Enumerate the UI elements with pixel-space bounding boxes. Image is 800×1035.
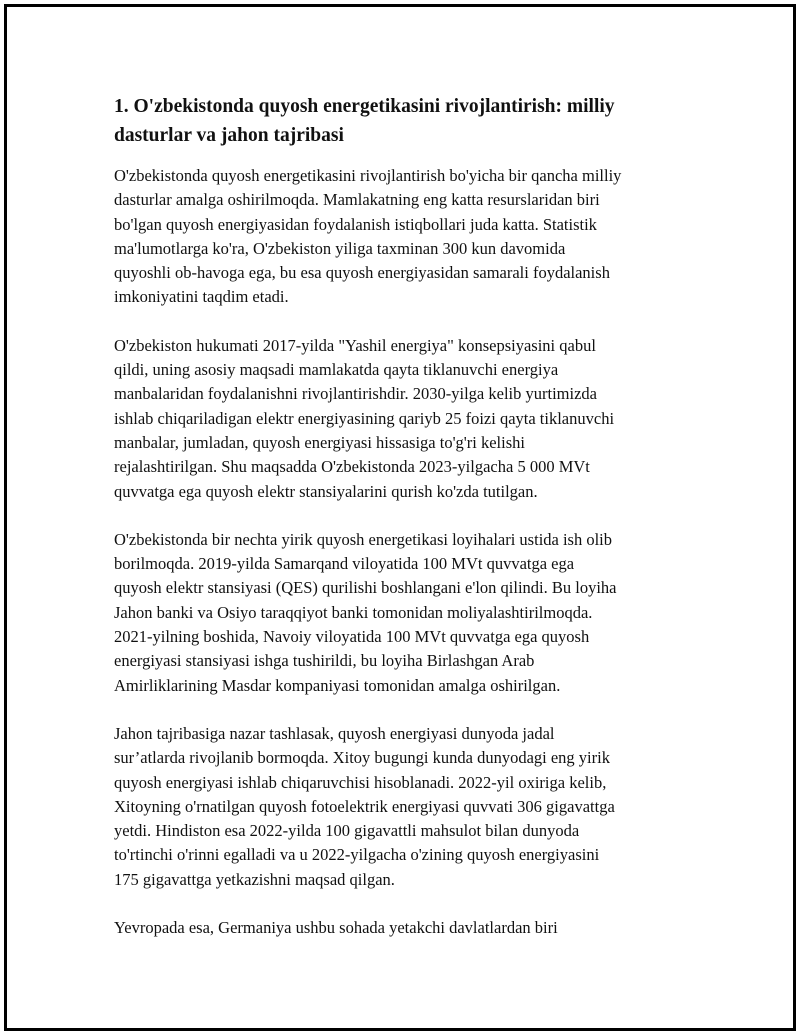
text-line: manbalaridan foydalanishni rivojlantirishdir. 2030-yilga kelib yurtimizda <box>114 384 597 404</box>
section-title <box>114 92 704 150</box>
paragraph-projects <box>114 528 704 698</box>
text-line: manbalar, jumladan, quyosh energiyasi hissasiga to'g'ri kelishi <box>114 432 525 452</box>
text-line: O'zbekistonda quyosh energetikasini rivojlantirish bo'yicha bir qancha milliy <box>114 166 622 185</box>
paragraph-national-programs <box>114 164 704 310</box>
document-body <box>114 92 704 964</box>
text-line: 2021-yilning boshida, Navoiy viloyatida 100 MVt quvvatga ega quyosh <box>114 627 590 647</box>
text-line: rejalashtirilgan. Shu maqsadda O'zbekistonda 2023-yilgacha 5 000 MVt <box>114 457 590 477</box>
text-line: to'rtinchi o'rinni egalladi va u 2022-yilgacha o'zining quyosh energiyasini <box>114 845 600 865</box>
title-line: dasturlar va jahon tajribasi <box>114 125 344 146</box>
text-line: ishlab chiqariladigan elektr energiyasining qariyb 25 foizi qayta tiklanuvchi <box>114 408 615 428</box>
text-line: quyoshli ob-havoga ega, bu esa quyosh energiyasidan samarali foydalanish <box>114 263 610 283</box>
text-line: ma'lumotlarga ko'ra, O'zbekiston yiliga taxminan 300 kun davomida <box>114 238 566 258</box>
title-line: 1. O'zbekistonda quyosh energetikasini rivojlantirish: milliy <box>114 96 615 117</box>
paragraph-green-energy <box>114 334 704 504</box>
text-line: Jahon tajribasiga nazar tashlasak, quyosh energiyasi dunyoda jadal <box>114 723 555 743</box>
text-line: bo'lgan quyosh energiyasidan foydalanish istiqbollari juda katta. Statistik <box>114 214 597 234</box>
text-line: O'zbekiston hukumati 2017-yilda "Yashil energiya" konsepsiyasini qabul <box>114 335 596 355</box>
text-line: sur’atlarda rivojlanib bormoqda. Xitoy bugungi kunda dunyodagi eng yirik <box>114 748 610 768</box>
text-line: borilmoqda. 2019-yilda Samarqand viloyatida 100 MVt quvvatga ega <box>114 554 575 574</box>
text-line: Xitoyning o'rnatilgan quyosh fotoelektrik energiyasi quvvati 306 gigavattga <box>114 796 615 816</box>
text-line: O'zbekistonda bir nechta yirik quyosh energetikasi loyihalari ustida ish olib <box>114 529 613 549</box>
text-line: Jahon banki va Osiyo taraqqiyot banki tomonidan moliyalashtirilmoqda. <box>114 602 593 622</box>
text-line: Yevropada esa, Germaniya ushbu sohada yetakchi davlatlardan biri <box>114 918 558 938</box>
text-line: dasturlar amalga oshirilmoqda. Mamlakatning eng katta resurslaridan biri <box>114 190 600 210</box>
text-line: yetdi. Hindiston esa 2022-yilda 100 gigavattli mahsulot bilan dunyoda <box>114 821 580 841</box>
text-line: imkoniyatini taqdim etadi. <box>114 287 289 307</box>
text-line: qildi, uning asosiy maqsadi mamlakatda qayta tiklanuvchi energiya <box>114 360 559 380</box>
text-line: quyosh elektr stansiyasi (QES) qurilishi boshlangani e'lon qilindi. Bu loyiha <box>114 578 617 598</box>
paragraph-world-experience <box>114 722 704 892</box>
text-line: quvvatga ega quyosh elektr stansiyalarini qurish ko'zda tutilgan. <box>114 481 538 501</box>
text-line: energiyasi stansiyasi ishga tushirildi, bu loyiha Birlashgan Arab <box>114 651 535 671</box>
text-line: 175 gigavattga yetkazishni maqsad qilgan. <box>114 869 395 889</box>
paragraph-europe <box>114 916 704 940</box>
text-line: quyosh energiyasi ishlab chiqaruvchisi hisoblanadi. 2022-yil oxiriga kelib, <box>114 772 607 792</box>
text-line: Amirliklarining Masdar kompaniyasi tomonidan amalga oshirilgan. <box>114 675 561 695</box>
